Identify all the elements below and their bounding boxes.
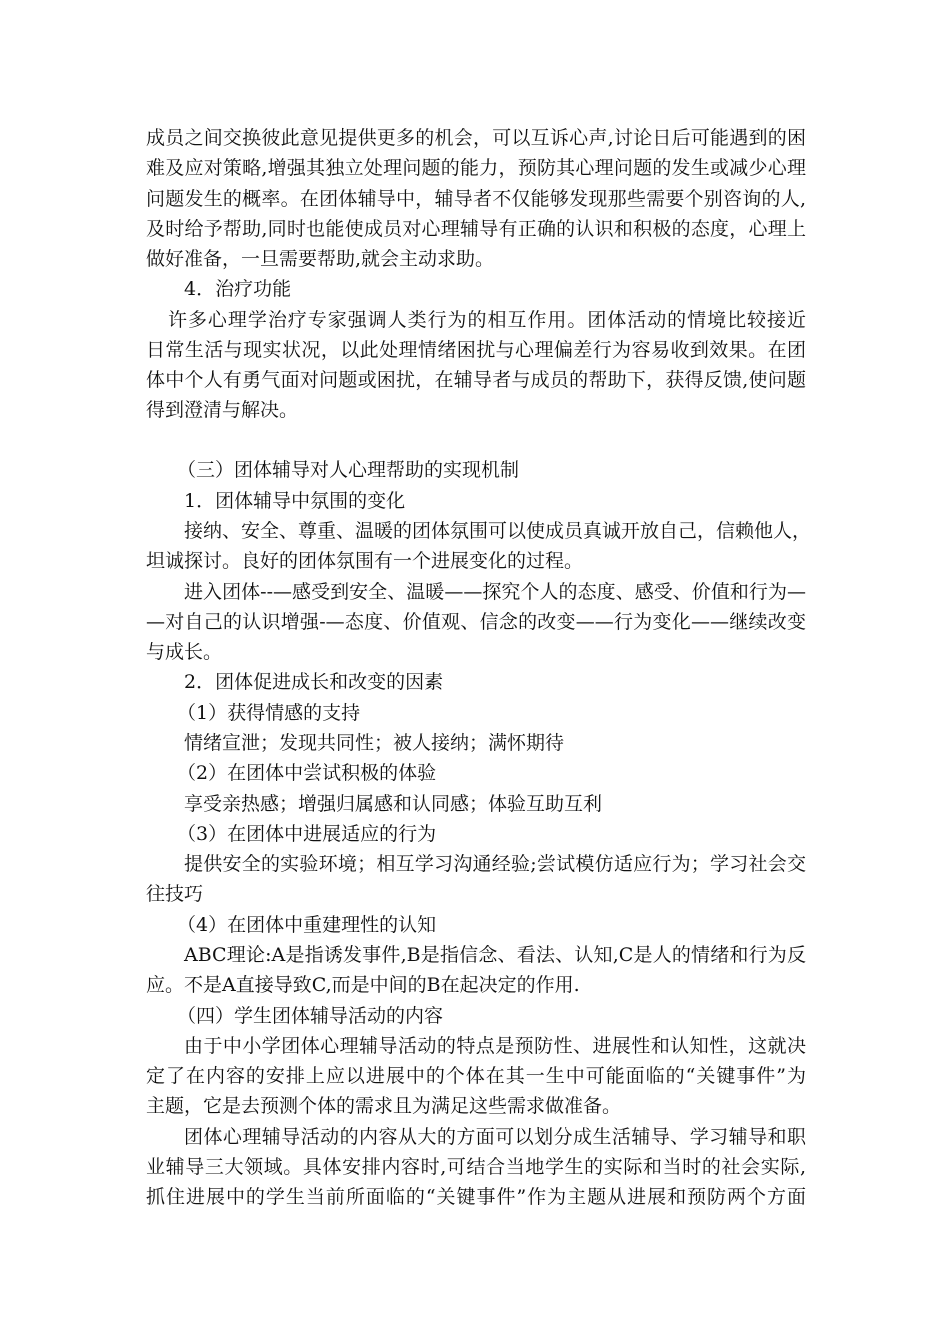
- sub-heading: （3）在团体中进展适应的行为: [177, 823, 437, 845]
- sub-heading: （4）在团体中重建理性的认知: [177, 914, 437, 936]
- text-line: 享受亲热感；增强归属感和认同感；体验互助互利: [184, 793, 603, 815]
- text-line: 业辅导三大领域。具体安排内容时,可结合当地学生的实际和当时的社会实际,: [146, 1156, 806, 1178]
- section-heading: 1．团体辅导中氛围的变化: [184, 490, 406, 512]
- section-heading: （三）团体辅导对人心理帮助的实现机制: [177, 459, 520, 481]
- text-line: —对自己的认识增强-—态度、价值观、信念的改变——行为变化——继续改变: [146, 611, 806, 633]
- text-line: 体中个人有勇气面对问题或困扰，在辅导者与成员的帮助下，获得反馈,使问题: [146, 369, 806, 391]
- text-line: 进入团体--—感受到安全、温暖——探究个人的态度、感受、价值和行为—: [184, 581, 806, 603]
- sub-heading: （2）在团体中尝试积极的体验: [177, 762, 437, 784]
- section-heading: （四）学生团体辅导活动的内容: [177, 1005, 444, 1027]
- section-heading: 4．治疗功能: [184, 278, 292, 300]
- text-line: 及时给予帮助,同时也能使成员对心理辅导有正确的认识和积极的态度，心理上: [146, 218, 806, 240]
- text-line: 由于中小学团体心理辅导活动的特点是预防性、进展性和认知性，这就决: [184, 1035, 806, 1057]
- sub-heading: （1）获得情感的支持: [177, 702, 361, 724]
- text-line: 坦诚探讨。良好的团体氛围有一个进展变化的过程。: [146, 550, 584, 572]
- text-line: 主题，它是去预测个体的需求且为满足这些需求做准备。: [146, 1095, 622, 1117]
- text-line: 与成长。: [146, 641, 223, 663]
- text-line: 情绪宣泄；发现共同性；被人接纳；满怀期待: [184, 732, 565, 754]
- text-line: 接纳、安全、尊重、温暖的团体氛围可以使成员真诚开放自己，信赖他人，: [184, 520, 812, 542]
- text-line: 问题发生的概率。在团体辅导中，辅导者不仅能够发现那些需要个别咨询的人,: [146, 188, 806, 210]
- text-line: 难及应对策略,增强其独立处理问题的能力，预防其心理问题的发生或减少心理: [146, 157, 806, 179]
- text-line: 应。不是A直接导致C,而是中间的B在起决定的作用.: [146, 974, 580, 996]
- text-line: 许多心理学治疗专家强调人类行为的相互作用。团体活动的情境比较接近: [168, 309, 806, 331]
- text-line: 抓住进展中的学生当前所面临的“关键事件”作为主题从进展和预防两个方面: [146, 1186, 806, 1208]
- text-line: 团体心理辅导活动的内容从大的方面可以划分成生活辅导、学习辅导和职: [184, 1126, 806, 1148]
- text-line: 往技巧: [146, 883, 204, 905]
- text-line: ABC理论:A是指诱发事件,B是指信念、看法、认知,C是人的情绪和行为反: [184, 944, 806, 966]
- text-line: 日常生活与现实状况，以此处理情绪困扰与心理偏差行为容易收到效果。在团: [146, 339, 806, 361]
- text-line: 成员之间交换彼此意见提供更多的机会，可以互诉心声,讨论日后可能遇到的困: [146, 127, 806, 149]
- text-line: 做好准备，一旦需要帮助,就会主动求助。: [146, 248, 495, 270]
- section-heading: 2．团体促进成长和改变的因素: [184, 671, 444, 693]
- text-line: 提供安全的实验环境；相互学习沟通经验;尝试模仿适应行为；学习社会交: [184, 853, 806, 875]
- text-line: 得到澄清与解决。: [146, 399, 299, 421]
- text-line: 定了在内容的安排上应以进展中的个体在其一生中可能面临的“关键事件”为: [146, 1065, 806, 1087]
